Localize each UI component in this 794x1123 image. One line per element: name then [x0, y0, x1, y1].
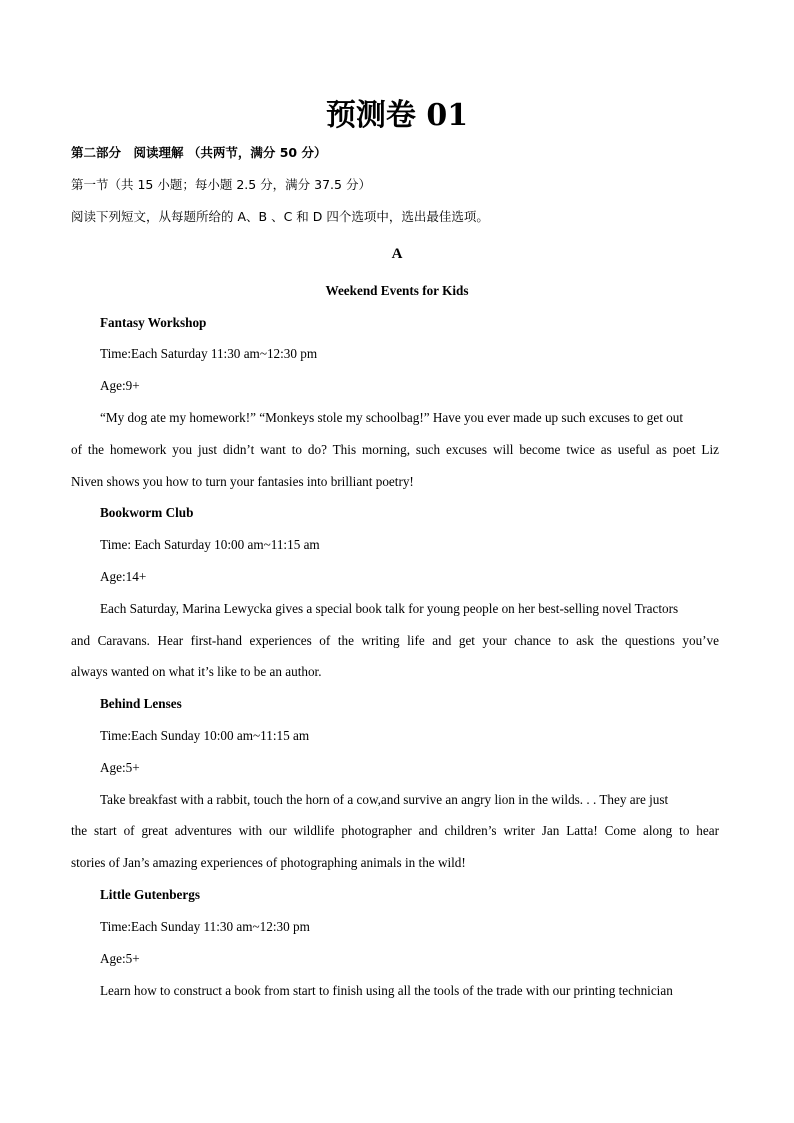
event-age: Age:14+ [100, 569, 147, 584]
event-description-line: the start of great adventures with our wildlife photographer and children’s writer Jan Latta! Come along to hear [71, 823, 719, 838]
event-description-line: stories of Jan’s amazing experiences of photographing animals in the wild! [71, 855, 466, 870]
event-name: Behind Lenses [100, 696, 182, 711]
event-description-line: and Caravans. Hear first-hand experiences of the writing life and get your chance to ask the questions you’ve [71, 633, 719, 648]
event-description-line: of the homework you just didn’t want to do? This morning, such excuses will become twice as useful as poet Liz [71, 442, 719, 457]
event-description-line: Each Saturday, Marina Lewycka gives a special book talk for young people on her best-selling novel Tractors [100, 601, 679, 616]
event-description-line: Niven shows you how to turn your fantasies into brilliant poetry! [71, 474, 414, 489]
section-heading: 第二部分 阅读理解 （共两节，满分 50 分） [71, 145, 327, 160]
event-age: Age:9+ [100, 378, 140, 393]
passage-letter: A [391, 246, 403, 262]
event-time: Time: Each Saturday 10:00 am~11:15 am [100, 537, 320, 552]
event-time: Time:Each Sunday 11:30 am~12:30 pm [100, 919, 310, 934]
event-age: Age:5+ [100, 951, 140, 966]
event-age: Age:5+ [100, 760, 140, 775]
event-description-line: always wanted on what it’s like to be an author. [71, 664, 322, 679]
passage-title: Weekend Events for Kids [325, 283, 469, 298]
event-time: Time:Each Sunday 10:00 am~11:15 am [100, 728, 310, 743]
part-heading: 第一节（共 15 小题；每小题 2.5 分，满分 37.5 分） [71, 177, 371, 192]
instruction-text: 阅读下列短文，从每题所给的 A、B 、C 和 D 四个选项中，选出最佳选项。 [71, 209, 489, 224]
event-time: Time:Each Saturday 11:30 am~12:30 pm [100, 346, 318, 361]
event-description-line: Take breakfast with a rabbit, touch the horn of a cow,and survive an angry lion in the wilds. . . They are just [100, 792, 669, 807]
event-name: Little Gutenbergs [100, 887, 200, 902]
event-name: Fantasy Workshop [100, 315, 207, 330]
event-description-line: “My dog ate my homework!” “Monkeys stole my schoolbag!” Have you ever made up such excuses to get out [100, 410, 684, 425]
page-title: 预测卷 01 [325, 98, 469, 133]
event-name: Bookworm Club [100, 505, 194, 520]
event-description-line: Learn how to construct a book from start to finish using all the tools of the trade with our printing technician [100, 983, 673, 998]
